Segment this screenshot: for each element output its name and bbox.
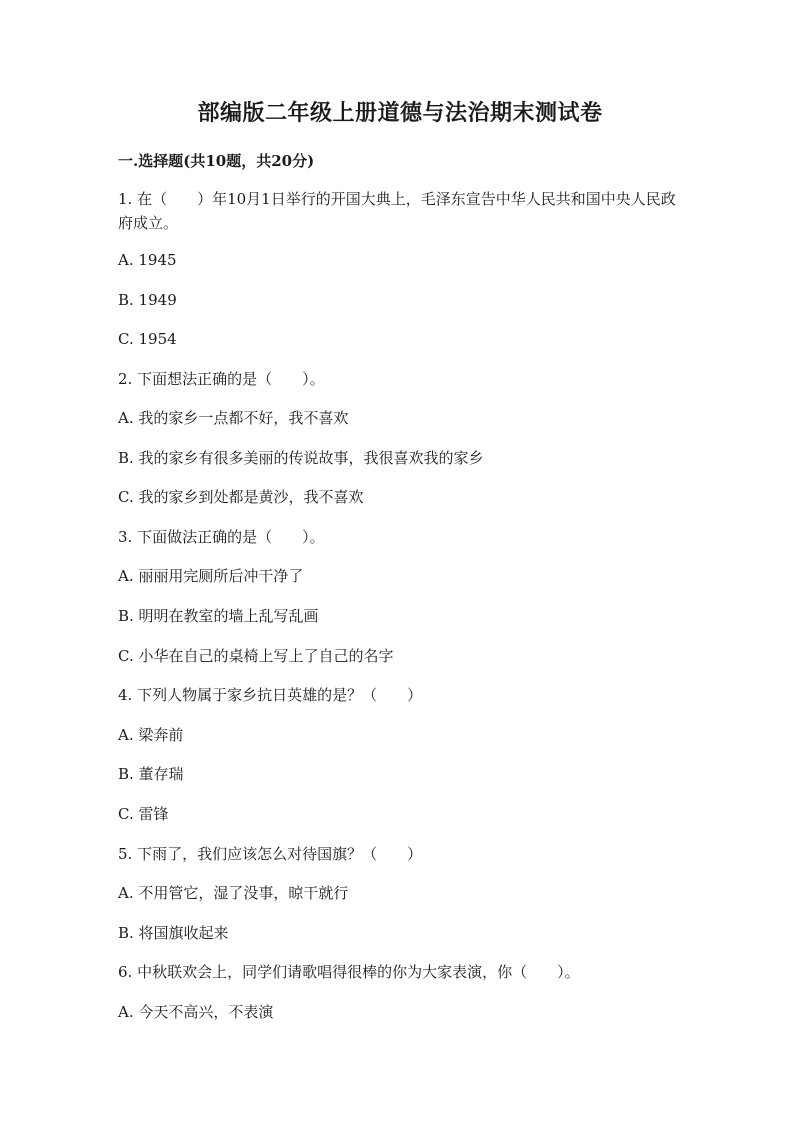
question-5-stem: 5. 下雨了，我们应该怎么对待国旗？（ ）: [118, 845, 423, 863]
question-4-option-b: B. 董存瑞: [118, 765, 184, 783]
question-5-option-a: A. 不用管它，湿了没事，晾干就行: [118, 884, 349, 902]
question-1-stem: 1. 在（ ）年10月1日举行的开国大典上，毛泽东宣告中华人民共和国中央人民政府成立。: [118, 190, 676, 232]
question-4-stem: 4. 下列人物属于家乡抗日英雄的是？（ ）: [118, 686, 423, 704]
question-3-option-b: B. 明明在教室的墙上乱写乱画: [118, 607, 319, 625]
page-title: 部编版二年级上册道德与法治期末测试卷: [197, 100, 603, 126]
question-4-option-c: C. 雷锋: [118, 805, 169, 823]
question-1-option-b: B. 1949: [118, 291, 177, 309]
question-2-option-b: B. 我的家乡有很多美丽的传说故事，我很喜欢我的家乡: [118, 449, 484, 467]
question-6-option-a: A. 今天不高兴，不表演: [118, 1003, 274, 1021]
question-5-option-b: B. 将国旗收起来: [118, 924, 229, 942]
question-4-option-a: A. 梁奔前: [118, 726, 184, 744]
question-6-stem: 6. 中秋联欢会上，同学们请歌唱得很棒的你为大家表演，你（ ）。: [118, 963, 580, 981]
question-2-stem: 2. 下面想法正确的是（ ）。: [118, 370, 325, 388]
question-3-option-c: C. 小华在自己的桌椅上写上了自己的名字: [118, 647, 394, 665]
question-2-option-c: C. 我的家乡到处都是黄沙，我不喜欢: [118, 488, 364, 506]
section-heading: 一.选择题(共10题，共20分): [118, 152, 315, 170]
question-3-stem: 3. 下面做法正确的是（ ）。: [118, 528, 325, 546]
question-1-option-a: A. 1945: [118, 251, 177, 269]
question-2-option-a: A. 我的家乡一点都不好，我不喜欢: [118, 409, 349, 427]
question-1-option-c: C. 1954: [118, 330, 177, 348]
question-3-option-a: A. 丽丽用完厕所后冲干净了: [118, 567, 304, 585]
